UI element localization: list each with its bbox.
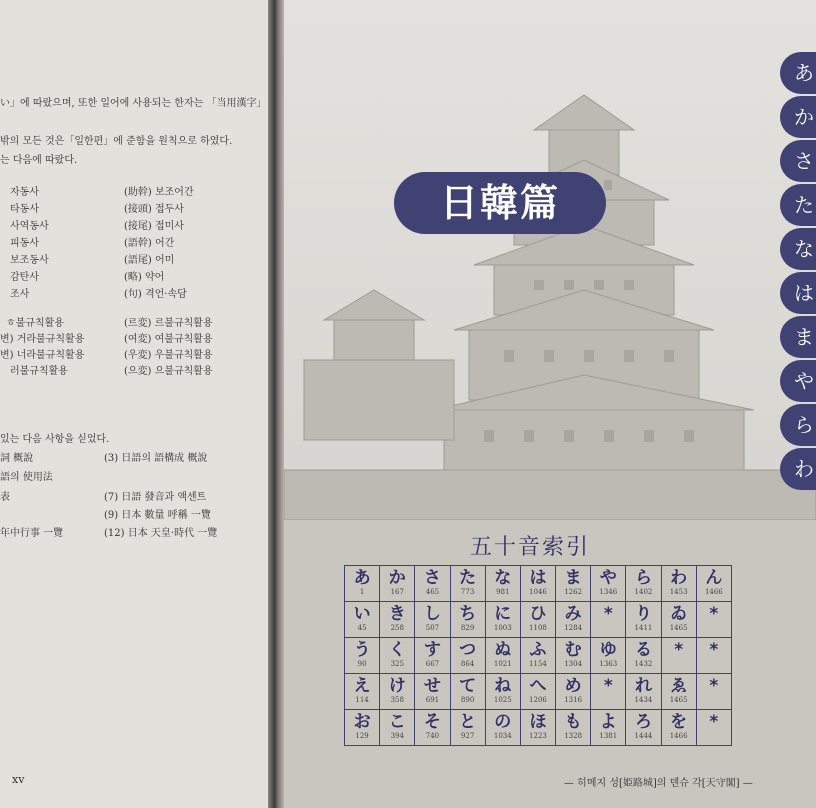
abbr-left-item: 보조동사 (10, 255, 49, 266)
index-page-number: 167 (390, 588, 404, 596)
index-kana: さ (423, 568, 441, 588)
index-page-number: 507 (425, 624, 440, 632)
index-kana: や (599, 568, 617, 588)
index-page-number: 890 (460, 696, 475, 704)
index-kana: そ (423, 712, 441, 732)
index-page-number: 829 (460, 624, 475, 632)
index-page-number: 740 (425, 732, 440, 740)
index-cell[interactable] (626, 710, 661, 746)
tab-ra[interactable]: ら (780, 404, 816, 446)
index-cell[interactable] (415, 674, 450, 710)
index-kana: と (459, 712, 477, 732)
page-number: xv (12, 773, 25, 786)
index-kana: み (564, 604, 582, 624)
index-cell[interactable] (556, 710, 591, 746)
index-cell[interactable] (415, 602, 450, 638)
contents-right-item: (12) 日本 天皇·時代 一覽 (104, 528, 218, 539)
index-cell[interactable] (626, 602, 661, 638)
left-page (0, 0, 268, 808)
abbr-right-item: (助幹) 보조어간 (124, 187, 194, 198)
index-kana: * (709, 712, 719, 732)
abbr-left-item: 조사 (10, 289, 30, 300)
index-kana: く (388, 640, 406, 660)
index-kana: う (353, 640, 371, 660)
index-page-number: 1402 (634, 588, 653, 596)
book-spine (268, 0, 284, 808)
abbr-right-item: (接頭) 접두사 (124, 204, 184, 215)
index-page-number: 1206 (529, 696, 547, 704)
contents-intro: 있는 다음 사항을 싣었다. (0, 434, 110, 445)
index-kana: け (388, 676, 406, 696)
intro-line-2: 밖의 모든 것은「일한편」에 준함을 원칙으로 하였다. (0, 136, 233, 147)
gojuon-index-table (344, 565, 732, 746)
index-kana: も (564, 712, 582, 732)
section-title: 日韓篇 (439, 181, 560, 225)
index-cell[interactable] (556, 674, 591, 710)
index-kana: ん (705, 568, 723, 588)
index-page-number: 1466 (704, 588, 723, 596)
index-kana: ら (634, 568, 652, 588)
photo-caption: — 히메지 성[姫路城]의 덴슈 각[天守閣] — (564, 778, 753, 789)
index-kana: ふ (529, 640, 547, 660)
tab-ta[interactable]: た (780, 184, 816, 226)
index-kana: * (603, 676, 613, 696)
index-cell[interactable] (661, 674, 696, 710)
tab-wa[interactable]: わ (780, 448, 816, 490)
index-page-number: 1034 (493, 732, 512, 740)
index-kana: ろ (634, 712, 652, 732)
index-cell[interactable] (661, 638, 696, 674)
index-page-number: 1465 (669, 696, 688, 704)
intro-line-3: 는 다음에 따랐다. (0, 155, 78, 166)
abbr-right-item: (語尾) 어미 (124, 255, 175, 266)
index-kana: ね (494, 676, 512, 696)
index-cell[interactable] (696, 602, 731, 638)
irr-right-item: (우変) 우불규칙활용 (124, 350, 213, 361)
contents-left-item: 語의 使用法 (0, 472, 53, 483)
index-kana: を (670, 712, 688, 732)
index-kana: あ (353, 568, 371, 588)
contents-left-item: 詞 概說 (0, 453, 34, 464)
index-kana: え (353, 676, 371, 696)
index-cell[interactable] (345, 602, 380, 638)
tab-ka[interactable]: か (780, 96, 816, 138)
index-cell[interactable] (485, 638, 520, 674)
irr-left-item: ㅎ불규칙활용 (6, 318, 64, 329)
index-page-number: 1223 (529, 732, 547, 740)
index-kana: ゆ (599, 640, 617, 660)
index-cell[interactable] (696, 566, 731, 602)
index-kana: ほ (529, 712, 547, 732)
index-kana: * (709, 676, 719, 696)
index-page-number: 691 (425, 696, 440, 704)
abbr-left-item: 자동사 (10, 187, 39, 198)
index-cell[interactable] (696, 638, 731, 674)
index-kana: お (353, 712, 371, 732)
index-kana: か (388, 568, 406, 588)
index-page-number: 1021 (493, 660, 512, 668)
index-kana: む (564, 640, 582, 660)
tab-na[interactable]: な (780, 228, 816, 270)
index-cell[interactable] (520, 602, 555, 638)
index-kana: の (494, 712, 512, 732)
contents-right-item: (3) 日語의 語構成 概說 (104, 453, 208, 464)
index-kana: ぬ (494, 640, 512, 660)
index-page-number: 1046 (529, 588, 547, 596)
index-cell[interactable] (485, 602, 520, 638)
index-title: 五十音索引 (470, 535, 591, 560)
index-page-number: 1284 (564, 624, 583, 632)
index-page-number: 981 (496, 588, 510, 596)
index-kana: よ (599, 712, 617, 732)
index-row (345, 602, 732, 638)
index-page-number: 1444 (634, 732, 653, 740)
index-page-number: 1108 (529, 624, 547, 632)
index-kana: て (459, 676, 477, 696)
index-cell[interactable] (380, 566, 415, 602)
index-kana: ひ (529, 604, 547, 624)
index-page-number: 1466 (669, 732, 688, 740)
index-cell[interactable] (485, 710, 520, 746)
index-page-number: 90 (357, 660, 367, 668)
index-cell[interactable] (450, 602, 485, 638)
index-kana: ま (564, 568, 582, 588)
tab-ya[interactable]: や (780, 360, 816, 402)
index-cell[interactable] (591, 638, 626, 674)
index-row (345, 638, 732, 674)
index-kana: こ (388, 712, 406, 732)
abbr-left-item: 피동사 (10, 238, 39, 249)
contents-right-item: (7) 日語 發音과 액센트 (104, 492, 207, 503)
index-page-number: 394 (390, 732, 404, 740)
index-cell[interactable] (345, 566, 380, 602)
irr-right-item: (으変) 으불규칙활용 (124, 366, 213, 377)
irr-right-item: (여変) 여불규칙활용 (124, 334, 213, 345)
index-cell[interactable] (591, 674, 626, 710)
index-cell[interactable] (520, 566, 555, 602)
index-cell[interactable] (380, 638, 415, 674)
index-page-number: 258 (390, 624, 404, 632)
index-kana: * (674, 640, 684, 660)
irr-left-item: 변) 거라불규칙활용 (0, 334, 85, 345)
index-cell[interactable] (626, 674, 661, 710)
index-page-number: 1363 (599, 660, 618, 668)
index-page-number: 1434 (634, 696, 653, 704)
index-page-number: 667 (425, 660, 440, 668)
abbr-right-item: (接尾) 접미사 (124, 221, 184, 232)
index-page-number: 325 (390, 660, 404, 668)
index-kana: は (529, 568, 547, 588)
index-cell[interactable] (450, 710, 485, 746)
index-kana: な (494, 568, 512, 588)
index-cell[interactable] (415, 566, 450, 602)
index-row (345, 674, 732, 710)
index-cell[interactable] (696, 710, 731, 746)
contents-left-item: 表 (0, 492, 10, 503)
index-kana: き (388, 604, 406, 624)
index-kana: ゐ (670, 604, 688, 624)
index-cell[interactable] (380, 710, 415, 746)
index-cell[interactable] (345, 674, 380, 710)
index-cell[interactable] (520, 638, 555, 674)
tab-sa[interactable]: さ (780, 140, 816, 182)
index-kana: へ (529, 676, 547, 696)
index-kana: * (709, 640, 719, 660)
index-cell[interactable] (380, 674, 415, 710)
section-title-banner (394, 172, 606, 234)
index-page-number: 1432 (634, 660, 653, 668)
index-kana: * (709, 604, 719, 624)
index-kana: に (494, 604, 512, 624)
index-kana: ゑ (670, 676, 688, 696)
index-kana: ち (459, 604, 477, 624)
contents-right-item: (9) 日本 數量 呼稱 一覽 (104, 510, 211, 521)
tab-a[interactable]: あ (780, 52, 816, 94)
index-page-number: 465 (425, 588, 440, 596)
index-page-number: 45 (357, 624, 367, 632)
abbr-left-item: 사역동사 (10, 221, 49, 232)
index-page-number: 1453 (669, 588, 688, 596)
index-page-number: 1025 (493, 696, 512, 704)
index-kana: し (423, 604, 441, 624)
index-cell[interactable] (345, 638, 380, 674)
index-cell[interactable] (591, 710, 626, 746)
index-cell[interactable] (556, 566, 591, 602)
index-cell[interactable] (556, 638, 591, 674)
contents-left-item: 年中行事 一覽 (0, 528, 64, 539)
index-page-number: 1154 (529, 660, 547, 668)
index-cell[interactable] (345, 710, 380, 746)
index-kana: い (353, 604, 371, 624)
index-kana: * (603, 604, 613, 624)
index-cell[interactable] (661, 710, 696, 746)
index-kana: り (634, 604, 652, 624)
index-cell[interactable] (450, 674, 485, 710)
index-kana: す (423, 640, 441, 660)
index-cell[interactable] (591, 602, 626, 638)
index-page-number: 1346 (599, 588, 618, 596)
index-page-number: 1465 (669, 624, 688, 632)
index-kana: わ (670, 568, 688, 588)
intro-line-1: い」에 따랐으며, 또한 일어에 사용되는 한자는 「当用漢字」 (0, 98, 267, 109)
index-cell[interactable] (415, 710, 450, 746)
abbr-right-item: (語幹) 어간 (124, 238, 175, 249)
index-page-number: 1 (359, 588, 365, 596)
index-kana: せ (423, 676, 441, 696)
index-page-number: 864 (460, 660, 475, 668)
index-page-number: 358 (390, 696, 404, 704)
irr-left-item: 러불규칙활용 (10, 366, 68, 377)
index-kana: め (564, 676, 582, 696)
index-page-number: 927 (460, 732, 475, 740)
index-cell[interactable] (485, 566, 520, 602)
index-cell[interactable] (661, 602, 696, 638)
index-cell[interactable] (591, 566, 626, 602)
index-cell[interactable] (696, 674, 731, 710)
index-page-number: 1003 (493, 624, 512, 632)
index-kana: た (459, 568, 477, 588)
index-cell[interactable] (626, 638, 661, 674)
index-row (345, 566, 732, 602)
irr-left-item: 변) 너라불규칙활용 (0, 350, 85, 361)
index-page-number: 1316 (564, 696, 583, 704)
index-kana: つ (459, 640, 477, 660)
tab-ha[interactable]: は (780, 272, 816, 314)
index-cell[interactable] (415, 638, 450, 674)
index-page-number: 1328 (564, 732, 583, 740)
index-page-number: 114 (355, 696, 369, 704)
abbr-left-item: 타동사 (10, 204, 39, 215)
index-cell[interactable] (520, 710, 555, 746)
index-page-number: 773 (460, 588, 475, 596)
index-page-number: 1262 (564, 588, 583, 596)
index-cell[interactable] (520, 674, 555, 710)
index-cell[interactable] (450, 638, 485, 674)
index-page-number: 1304 (564, 660, 583, 668)
index-page-number: 1411 (634, 624, 653, 632)
index-page-number: 129 (355, 732, 369, 740)
tab-ma[interactable]: ま (780, 316, 816, 358)
index-cell[interactable] (661, 566, 696, 602)
index-kana: る (634, 640, 652, 660)
irr-right-item: (르変) 르불규칙활용 (124, 318, 213, 329)
abbr-right-item: (略) 약어 (124, 272, 165, 283)
abbr-left-item: 감탄사 (10, 272, 39, 283)
index-row (345, 710, 732, 746)
index-page-number: 1381 (599, 732, 618, 740)
index-cell[interactable] (626, 566, 661, 602)
index-cell[interactable] (450, 566, 485, 602)
right-page (284, 0, 816, 808)
index-cell[interactable] (485, 674, 520, 710)
index-cell[interactable] (380, 602, 415, 638)
index-cell[interactable] (556, 602, 591, 638)
abbr-right-item: (句) 격언·속담 (124, 289, 187, 300)
index-kana: れ (634, 676, 652, 696)
